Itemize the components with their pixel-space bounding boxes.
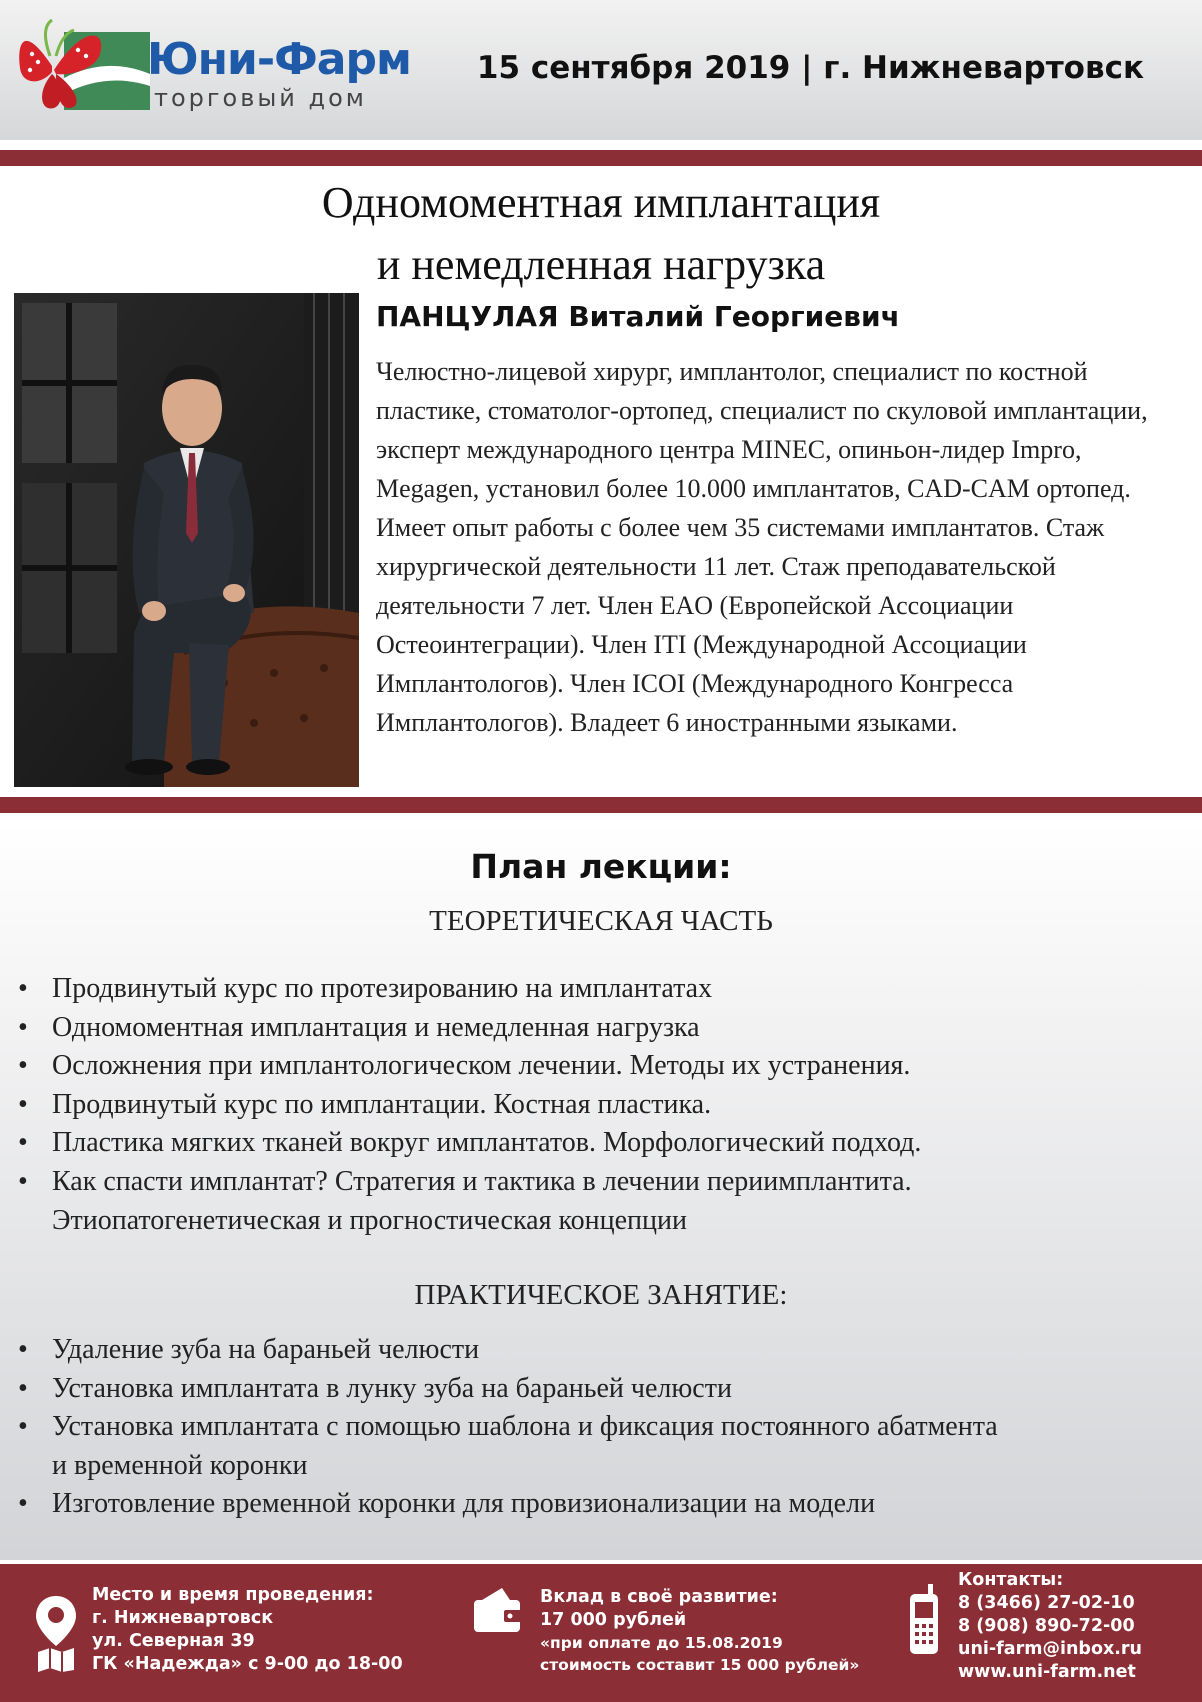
butterfly-logo-icon <box>12 16 152 116</box>
list-item: • Продвинутый курс по имплантации. Костная пластика. <box>18 1086 1168 1125</box>
lecture-title-line1: Одномоментная имплантация <box>321 178 881 227</box>
brand-subtitle: торговый дом <box>154 84 367 112</box>
divider-bar <box>0 150 1202 166</box>
list-item: • Как спасти имплантат? Стратегия и тактика в лечении периимплантита. Этиопатогенетическая и прогностическая концепции <box>18 1163 1168 1240</box>
venue-title: Место и время проведения: <box>92 1585 374 1605</box>
price-title: Вклад в своё развитие: <box>540 1587 778 1607</box>
page-header <box>0 0 1202 140</box>
plan-title: План лекции: <box>470 847 732 886</box>
lecture-title-line2: и немедленная нагрузка <box>376 240 826 289</box>
lecture-plan <box>0 823 1202 1560</box>
list-item: • Осложнения при имплантологическом лечении. Методы их устранения. <box>18 1047 1168 1086</box>
lecture-title <box>0 172 1202 296</box>
price-block <box>540 1586 859 1676</box>
list-item: • Удаление зуба на бараньей челюсти <box>18 1331 1168 1370</box>
venue-city: г. Нижневартовск <box>92 1608 274 1628</box>
venue-block <box>92 1584 403 1676</box>
event-date-location: 15 сентября 2019 | г. Нижневартовск <box>476 50 1144 86</box>
price-note-line1: «при оплате до 15.08.2019 <box>540 1634 783 1652</box>
speaker-photo <box>14 293 359 787</box>
practice-section-title: ПРАКТИЧЕСКОЕ ЗАНЯТИЕ: <box>414 1279 788 1311</box>
price-note-line2: стоимость составит 15 000 рублей» <box>540 1656 860 1674</box>
divider-bar <box>0 797 1202 813</box>
contact-phone-2[interactable]: 8 (908) 890-72-00 <box>958 1616 1135 1636</box>
speaker-name: ПАНЦУЛАЯ Виталий Георгиевич <box>376 300 900 333</box>
contact-email[interactable]: uni-farm@inbox.ru <box>958 1639 1142 1659</box>
contacts-title: Контакты: <box>958 1570 1064 1590</box>
theory-section-title: ТЕОРЕТИЧЕСКАЯ ЧАСТЬ <box>429 905 773 937</box>
page-footer <box>0 1564 1202 1702</box>
contact-website[interactable]: www.uni-farm.net <box>958 1662 1136 1682</box>
mobile-phone-icon <box>906 1584 942 1656</box>
contact-phone-1[interactable]: 8 (3466) 27-02-10 <box>958 1593 1135 1613</box>
list-item: • Изготовление временной коронки для провизионализации на модели <box>18 1485 1168 1524</box>
price-amount: 17 000 рублей <box>540 1610 687 1630</box>
list-item: • Установка имплантата в лунку зуба на бараньей челюсти <box>18 1370 1168 1409</box>
speaker-bio: Челюстно-лицевой хирург, имплантолог, специалист по костной пластике, стоматолог-ортопед, специалист по скуловой имплантации, эксперт международного центра MINEC, опиньон-лидер Impro, Megagen, установил более 10.000 имплантатов, CAD-CAM ортопед. Имеет опыт работы с более чем 35 системами имплантатов. Стаж хирургической деятельности 11 лет. Стаж преподавательской деятельности 7 лет. Член EAO (Европейской Ассоциации Остеоинтеграции). Член ITI (Международной Ассоциации Имплантологов). Член ICOI (Международного Конгресса Имплантологов). Владеет 6 иностранными языками. <box>376 357 1148 737</box>
brand-name: Юни-Фарм <box>147 34 411 85</box>
contacts-block <box>958 1569 1142 1684</box>
venue-street: ул. Северная 39 <box>92 1631 255 1651</box>
list-item: • Пластика мягких тканей вокруг имплантатов. Морфологический подход. <box>18 1124 1168 1163</box>
map-pin-icon <box>34 1594 78 1672</box>
wallet-icon <box>472 1586 524 1636</box>
practice-list <box>18 1331 1168 1524</box>
venue-hours: ГК «Надежда» с 9-00 до 18-00 <box>92 1654 403 1674</box>
list-item: • Установка имплантата с помощью шаблона и фиксация постоянного абатмента и временной коронки <box>18 1408 1168 1485</box>
list-item: • Продвинутый курс по протезированию на имплантатах <box>18 970 1168 1009</box>
theory-list <box>18 970 1168 1240</box>
company-logo <box>12 16 412 116</box>
list-item: • Одномоментная имплантация и немедленная нагрузка <box>18 1009 1168 1048</box>
